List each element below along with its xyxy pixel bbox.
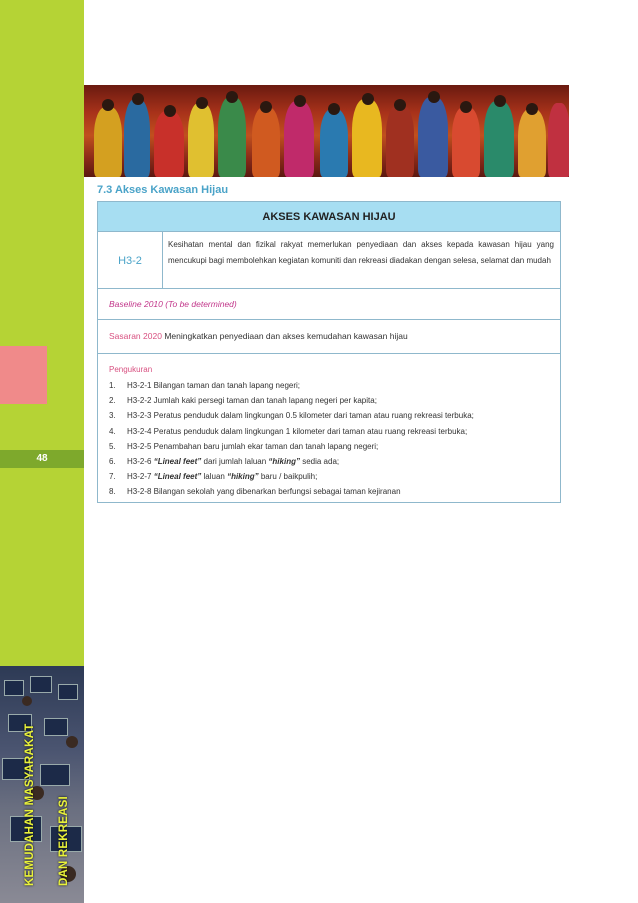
sidebar-title-line1: KEMUDAHAN MASYARAKAT [24, 723, 36, 886]
list-item: 3. H3-2-3 Peratus penduduk dalam lingkungan 0.5 kilometer dari taman atau ruang rekreasi terbuka; [109, 411, 474, 421]
list-item: 4. H3-2-4 Peratus penduduk dalam lingkungan 1 kilometer dari taman atau ruang rekreasi terbuka; [109, 426, 468, 436]
indicator-description: Kesihatan mental dan fizikal rakyat memerlukan penyediaan dan akses kepada kawasan hijau yang mencukupi bagi membolehkan kegiatan komuniti dan rekreasi diadakan dengan selesa, selamat dan mudah [168, 240, 554, 265]
banner-photo-dancers [84, 85, 569, 177]
pengukuran-section [98, 353, 560, 502]
indicator-code: H3-2 [98, 232, 163, 289]
page-number: 48 [36, 453, 48, 464]
sasaran-text: Meningkatkan penyediaan dan akses kemudahan kawasan hijau [164, 331, 408, 341]
pengukuran-label: Pengukuran [109, 365, 153, 374]
list-item: 5. H3-2-5 Penambahan baru jumlah ekar taman dan tanah lapang negeri; [109, 441, 379, 451]
sidebar-accent-block [0, 346, 47, 404]
sasaran-label: Sasaran 2020 [109, 331, 162, 341]
list-item: 7. H3-2-7 “Lineal feet” laluan “hiking” baru / baikpulih; [109, 472, 318, 482]
sidebar-title-line2: DAN REKREASI [58, 796, 70, 886]
indicator-table [97, 201, 561, 503]
section-heading: 7.3 Akses Kawasan Hijau [97, 184, 229, 196]
list-item: 6. H3-2-6 “Lineal feet” dari jumlah laluan “hiking” sedia ada; [109, 457, 340, 467]
sasaran-row [98, 319, 560, 353]
list-item: 1. H3-2-1 Bilangan taman dan tanah lapang negeri; [109, 381, 301, 390]
baseline-row: Baseline 2010 (To be determined) [98, 288, 560, 319]
list-item: 8. H3-2-8 Bilangan sekolah yang dibenarkan berfungsi sebagai taman kejiranan [109, 487, 401, 497]
sidebar-vertical-title [20, 700, 80, 895]
table-title: AKSES KAWASAN HIJAU [98, 202, 560, 231]
list-item: 2. H3-2-2 Jumlah kaki persegi taman dan tanah lapang negeri per kapita; [109, 396, 377, 406]
indicator-row [98, 231, 560, 289]
